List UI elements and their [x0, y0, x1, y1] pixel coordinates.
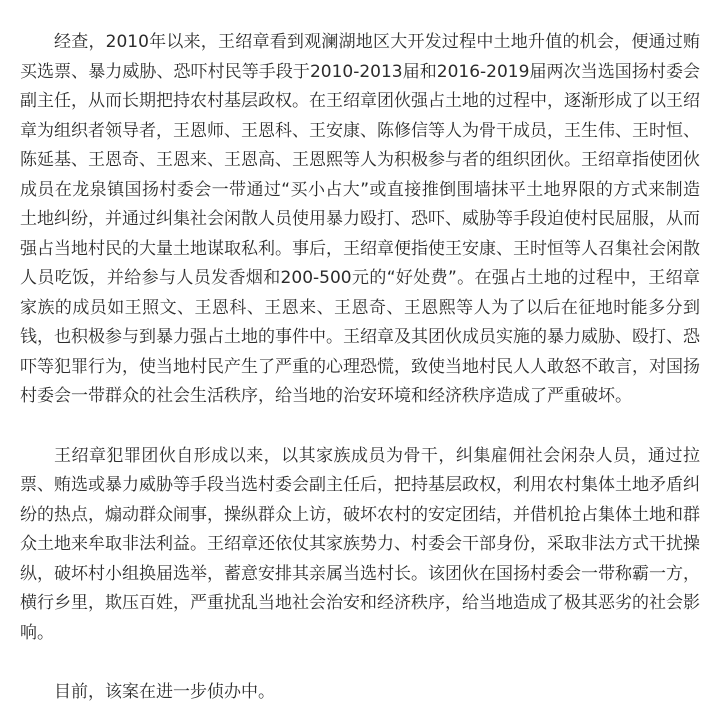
article-body — [20, 28, 700, 708]
paragraph-spacer — [20, 648, 700, 678]
paragraph-spacer — [20, 412, 700, 442]
paragraph-investigation-findings: 经查，2010年以来，王绍章看到观澜湖地区大开发过程中土地升值的机会，便通过贿买选票、暴力威胁、恐吓村民等手段于2010-2013届和2016-2019届两次当选国扬村委会副主任，从而长期把持农村基层政权。在王绍章团伙强占土地的过程中，逐渐形成了以王绍章为组织者领导者，王恩师、王恩科、王安康、陈修信等人为骨干成员，王生伟、王时恒、陈延基、王恩奇、王恩来、王恩高、王恩熙等人为积极参与者的组织团伙。王绍章指使团伙成员在龙泉镇国扬村委会一带通过“买小占大”或直接推倒围墙抹平土地界限的方式来制造土地纠纷，并通过纠集社会闲散人员使用暴力殴打、恐吓、威胁等手段迫使村民屈服，从而强占当地村民的大量土地谋取私利。事后，王绍章便指使王安康、王时恒等人召集社会闲散人员吃饭，并给参与人员发香烟和200-500元的“好处费”。在强占土地的过程中，王绍章家族的成员如王照文、王恩科、王恩来、王恩奇、王恩熙等人为了以后在征地时能多分到钱，也积极参与到暴力强占土地的事件中。王绍章及其团伙成员实施的暴力威胁、殴打、恐吓等犯罪行为，使当地村民产生了严重的心理恐慌，致使当地村民人人敢怒不敢言，对国扬村委会一带群众的社会生活秩序，给当地的治安环境和经济秩序造成了严重破坏。 — [20, 32, 700, 406]
paragraph-gang-activities: 王绍章犯罪团伙自形成以来，以其家族成员为骨干，纠集雇佣社会闲杂人员，通过拉票、贿选或暴力威胁等手段当选村委会副主任后，把持基层政权，利用农村集体土地矛盾纠纷的热点，煽动群众闹事，操纵群众上访，破坏农村的安定团结，并借机抢占集体土地和群众土地来牟取非法利益。王绍章还依仗其家族势力、村委会干部身份，采取非法方式干扰操纵，破坏村小组换届选举，蓄意安排其亲属当选村长。该团伙在国扬村委会一带称霸一方，横行乡里，欺压百姓，严重扰乱当地社会治安和经济秩序，给当地造成了极其恶劣的社会影响。 — [20, 445, 700, 643]
paragraph-case-status: 目前，该案在进一步侦办中。 — [54, 682, 275, 702]
